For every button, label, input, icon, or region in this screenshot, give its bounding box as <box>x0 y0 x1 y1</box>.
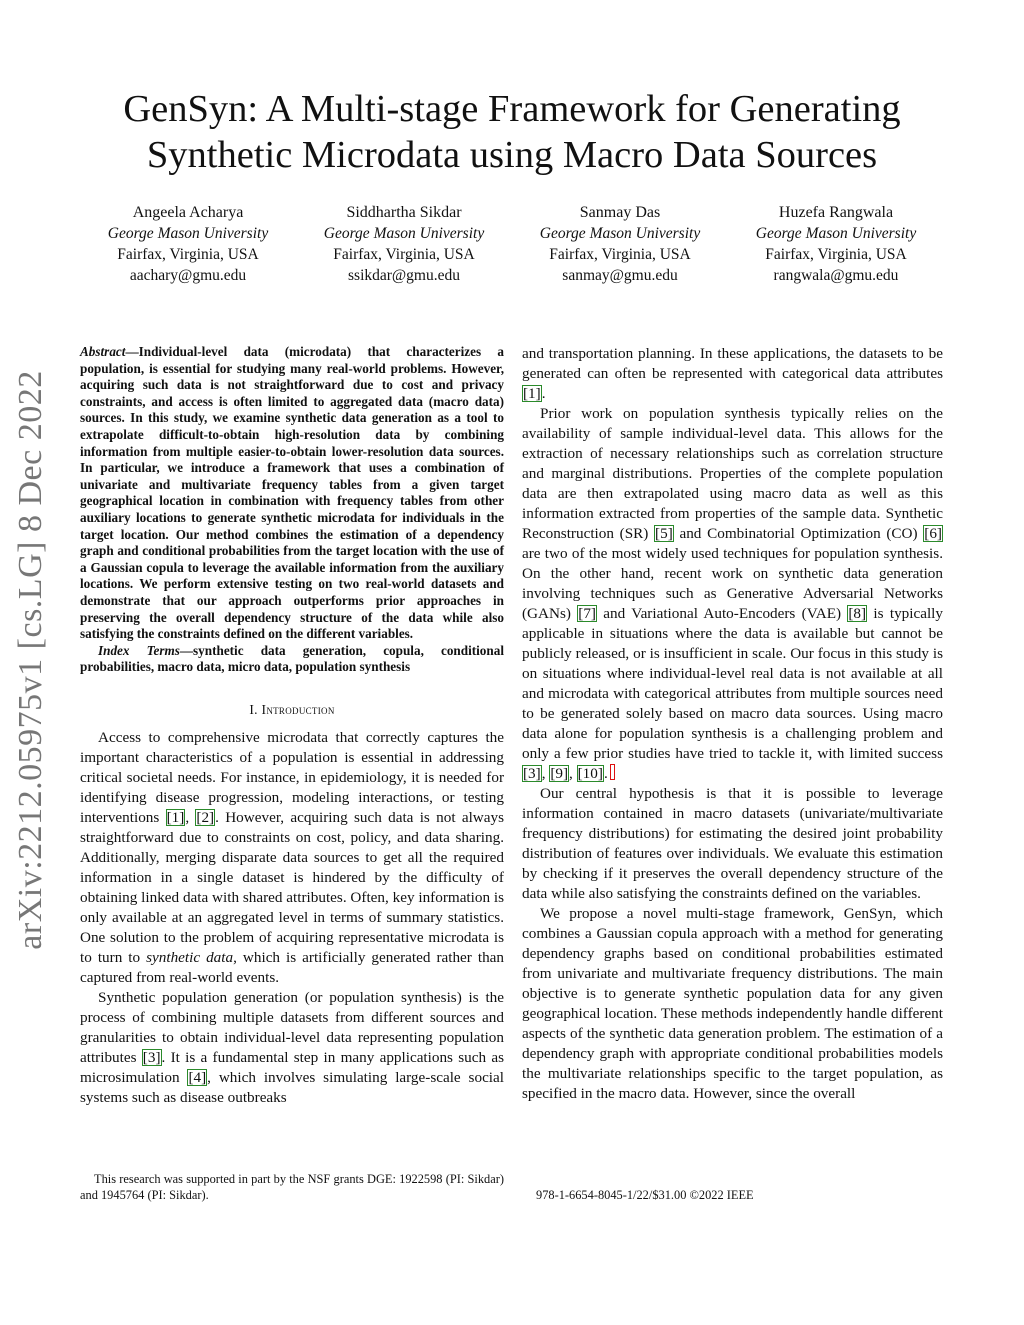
author-location: Fairfax, Virginia, USA <box>333 246 475 263</box>
left-column <box>80 344 504 1108</box>
citation-link[interactable]: [2] <box>196 808 215 826</box>
funding-footnote: This research was supported in part by the NSF grants DGE: 1922598 (PI: Sikdar) and 1945764 (PI: Sikdar). <box>80 1172 504 1202</box>
abstract <box>80 344 504 643</box>
section-title: Introduction <box>261 701 335 717</box>
author-email[interactable]: sanmay@gmu.edu <box>562 267 678 284</box>
text-run: Synthetic population generation (or population synthesis) is the process of combining multiple datasets from different sources and granularities to obtain individual-level data representing population attributes <box>80 988 504 1066</box>
citation-link[interactable]: [3] <box>523 765 541 782</box>
intro-paragraph-1 <box>80 728 504 988</box>
text-run: Access to comprehensive microdata that correctly captures the important characteristics of a population is essential in addressing critical societal needs. For instance, in epidemiology, it is needed for identifying disease progression, modeling interactions, or testing interventions <box>80 728 504 826</box>
text-run: and Combinatorial Optimization (CO) <box>673 525 924 542</box>
text-run: and Variational Auto-Encoders (VAE) <box>596 605 848 622</box>
author-2 <box>296 202 512 286</box>
intro-paragraph-5: We propose a novel multi-stage framework, GenSyn, which combines a Gaussian copula approach with a method for generating dependency graphs based on conditional probabilities estimated from univariate and multivariate frequency distributions. The main objective is to generate synthetic population data for any given geographical location. These methods independently handle different aspects of the synthetic data generation problem. The estimation of a dependency graph with appropriate conditional probabilities models the multivariate relationships specific to the target population, as specified in the macro data. However, since the overall <box>522 905 943 1102</box>
citation-link[interactable]: [8] <box>848 605 867 622</box>
citation-link[interactable]: [9] <box>550 765 569 782</box>
author-1 <box>80 202 296 286</box>
arxiv-stamp <box>14 360 48 960</box>
right-column <box>522 344 943 1104</box>
text-run: , <box>569 765 577 782</box>
abstract-lead: Abstract <box>80 344 126 359</box>
intro-paragraph-2 <box>80 988 504 1108</box>
footnote-link-box[interactable] <box>610 764 615 780</box>
citation-link[interactable]: [5] <box>655 525 673 542</box>
emphasis: synthetic data <box>146 948 234 966</box>
section-heading <box>80 702 504 718</box>
author-email[interactable]: rangwala@gmu.edu <box>773 267 899 284</box>
citation-link[interactable]: [7] <box>578 605 596 622</box>
arxiv-stamp-text[interactable]: arXiv:2212.05975v1 [cs.LG] 8 Dec 2022 <box>12 370 49 950</box>
text-run: . However, acquiring such data is not always straightforward due to constraints on cost, policy, and data sharing. Additionally, merging disparate data sources to get all the required information in a single dataset is hindered by the difficulty of obtaining linked data with shared attributes. Often, key information is only available at an aggregated level in terms of summary statistics. One solution to the problem of acquiring representative microdata is to turn to <box>80 808 505 966</box>
citation-link[interactable]: [3] <box>142 1048 161 1066</box>
author-name: Angeela Acharya <box>132 204 244 221</box>
author-affiliation: George Mason University <box>323 225 485 242</box>
author-affiliation: George Mason University <box>539 225 701 242</box>
section-number: I. <box>249 701 262 717</box>
text-run: , which involves simulating large-scale social systems such as disease outbreaks <box>80 1068 504 1106</box>
intro-paragraph-4: Our central hypothesis is that it is possible to leverage information contained in macro datasets (univariate/multivariate frequency distributions) for estimating the desired joint probability distribution of features over individuals. We evaluate this estimation by checking if it preserves the overall dependency structure of the data while also satisfying the constraints defined on the variables. <box>522 785 943 902</box>
author-affiliation: George Mason University <box>107 225 269 242</box>
paper-title: GenSyn: A Multi-stage Framework for Generating Synthetic Microdata using Macro Data Sources <box>123 88 901 176</box>
author-name: Sanmay Das <box>579 204 661 221</box>
text-run: , <box>541 765 550 782</box>
text-run: Prior work on population synthesis typically relies on the availability of sample individual-level data. This allows for the extraction of necessary relationships such as correlation structure and marginal distributions. Properties of the complete population data are then extrapolated using macro data as well as this information extracted from properties of the sample data. Synthetic Reconstruction (SR) <box>522 405 943 542</box>
author-location: Fairfax, Virginia, USA <box>765 246 907 263</box>
text-run: and transportation planning. In these applications, the datasets to be generated can often be represented with categorical data attributes <box>522 345 943 382</box>
author-4 <box>728 202 944 286</box>
citation-link[interactable]: [6] <box>924 525 942 542</box>
text-run: , which is artificially generated rather than captured from real-world events. <box>80 948 505 986</box>
author-location: Fairfax, Virginia, USA <box>117 246 259 263</box>
author-3 <box>512 202 728 286</box>
index-terms-lead: Index Terms <box>98 642 180 658</box>
text-run: are two of the most widely used techniques for population synthesis. On the other hand, recent work on synthetic data generation involving techniques such as Generative Adversarial Networks (GANs) <box>522 545 943 622</box>
text-run: is typically applicable in situations where the data is available but cannot be publicly released, or is insufficient in scale. Our focus in this study is on situations where individual-level real data is not available at all and microdata with categorical attributes from multiple sources need to be generated solely based on macro data sources. Using macro data alone for population synthesis is a challenging problem and only a few prior studies have tried to tackle it, with limited success <box>522 605 943 762</box>
citation-link[interactable]: [10] <box>577 765 603 782</box>
index-terms <box>80 643 504 676</box>
text-run: . It is a fundamental step in many applications such as microsimulation <box>80 1048 505 1086</box>
abstract-text: —Individual-level data (microdata) that characterizes a population, is essential for studying many real-world problems. However, acquiring such data is not straightforward due to cost and privacy constraints, and access is often limited to aggregated data (macro data) sources. In this study, we examine synthetic data generation as a tool to extrapolate difficult-to-obtain high-resolution data by combining information from multiple easier-to-obtain lower-resolution data sources. In particular, we introduce a framework that uses a combination of univariate and multivariate frequency tables from a given target geographical location in combination with frequency tables from other auxiliary locations to generate synthetic microdata for individuals in the target location. Our method combines the estimation of a dependency graph and conditional probabilities from the target location with the use of a Gaussian copula to leverage the available information from the auxiliary locations. We perform extensive testing on two real-world datasets and demonstrate that our approach outperforms prior approaches in preserving the overall dependency structure of the data while also satisfying the constraints defined on the different variables. <box>80 344 504 642</box>
text-run: . <box>603 765 608 782</box>
copyright-notice: 978-1-6654-8045-1/22/$31.00 ©2022 IEEE <box>536 1188 754 1202</box>
index-terms-text: —synthetic data generation, copula, conditional probabilities, macro data, micro data, population synthesis <box>80 642 504 675</box>
citation-link[interactable]: [1] <box>166 808 185 826</box>
author-name: Siddhartha Sikdar <box>346 204 462 221</box>
author-email[interactable]: aachary@gmu.edu <box>129 267 247 284</box>
author-name: Huzefa Rangwala <box>778 204 894 221</box>
intro-paragraph-3 <box>522 404 943 784</box>
author-affiliation: George Mason University <box>755 225 917 242</box>
citation-link[interactable]: [1] <box>523 385 541 402</box>
author-location: Fairfax, Virginia, USA <box>549 246 691 263</box>
author-email[interactable]: ssikdar@gmu.edu <box>348 267 460 284</box>
author-block <box>80 202 944 286</box>
text-run: , <box>185 808 196 826</box>
intro-paragraph-continued <box>522 344 943 404</box>
citation-link[interactable]: [4] <box>188 1068 207 1086</box>
text-run: . <box>541 385 546 402</box>
